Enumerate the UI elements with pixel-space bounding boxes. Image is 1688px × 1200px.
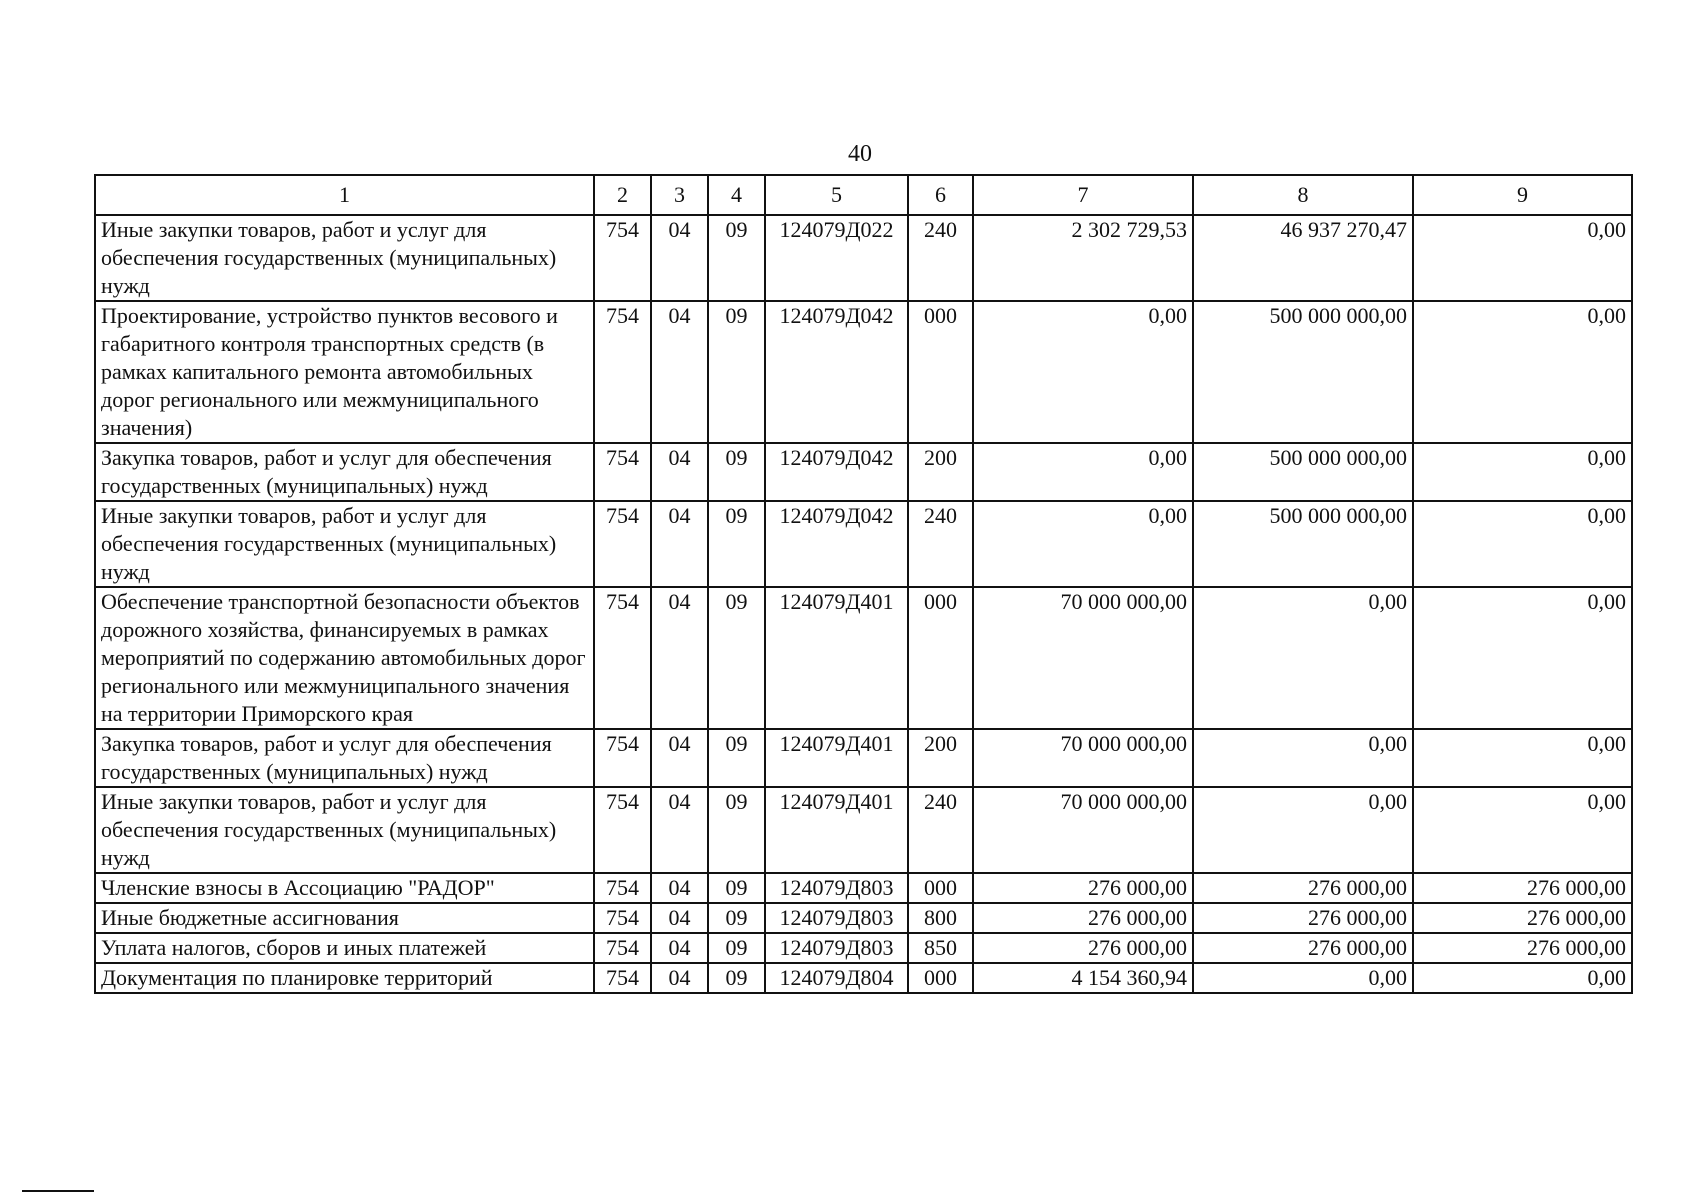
cell-col2: 754	[594, 215, 651, 301]
cell-col2: 754	[594, 501, 651, 587]
cell-col9: 276 000,00	[1413, 933, 1632, 963]
cell-col9: 0,00	[1413, 501, 1632, 587]
cell-col8: 500 000 000,00	[1193, 301, 1413, 443]
table-row	[95, 787, 1632, 873]
cell-col8: 0,00	[1193, 787, 1413, 873]
table-row	[95, 873, 1632, 903]
cell-col9: 0,00	[1413, 729, 1632, 787]
header-row	[95, 175, 1632, 215]
cell-col9: 276 000,00	[1413, 903, 1632, 933]
cell-col5: 124079Д804	[765, 963, 908, 993]
table-row	[95, 501, 1632, 587]
cell-col7: 0,00	[973, 443, 1193, 501]
cell-col6: 240	[908, 787, 973, 873]
cell-col7: 2 302 729,53	[973, 215, 1193, 301]
cell-col7: 0,00	[973, 501, 1193, 587]
cell-col2: 754	[594, 301, 651, 443]
cell-col8: 276 000,00	[1193, 903, 1413, 933]
cell-col9: 0,00	[1413, 787, 1632, 873]
row-name: Документация по планировке территорий	[95, 963, 594, 993]
table-row	[95, 301, 1632, 443]
cell-col2: 754	[594, 729, 651, 787]
cell-col3: 04	[651, 963, 708, 993]
cell-col3: 04	[651, 903, 708, 933]
footnote-rule	[22, 1190, 94, 1192]
cell-col7: 276 000,00	[973, 903, 1193, 933]
cell-col6: 000	[908, 873, 973, 903]
cell-col5: 124079Д042	[765, 501, 908, 587]
cell-col5: 124079Д401	[765, 729, 908, 787]
row-name: Иные бюджетные ассигнования	[95, 903, 594, 933]
column-header: 3	[651, 175, 708, 215]
cell-col7: 276 000,00	[973, 933, 1193, 963]
cell-col8: 276 000,00	[1193, 873, 1413, 903]
cell-col4: 09	[708, 873, 765, 903]
cell-col5: 124079Д803	[765, 873, 908, 903]
table-row	[95, 933, 1632, 963]
cell-col7: 0,00	[973, 301, 1193, 443]
column-header: 8	[1193, 175, 1413, 215]
cell-col4: 09	[708, 301, 765, 443]
cell-col3: 04	[651, 873, 708, 903]
cell-col4: 09	[708, 215, 765, 301]
cell-col3: 04	[651, 301, 708, 443]
table-row	[95, 215, 1632, 301]
cell-col9: 0,00	[1413, 215, 1632, 301]
cell-col3: 04	[651, 501, 708, 587]
page-number: 40	[848, 141, 872, 167]
row-name: Членские взносы в Ассоциацию "РАДОР"	[95, 873, 594, 903]
cell-col6: 000	[908, 963, 973, 993]
cell-col6: 240	[908, 501, 973, 587]
column-header: 4	[708, 175, 765, 215]
cell-col9: 0,00	[1413, 587, 1632, 729]
cell-col2: 754	[594, 873, 651, 903]
cell-col3: 04	[651, 443, 708, 501]
cell-col2: 754	[594, 963, 651, 993]
cell-col2: 754	[594, 903, 651, 933]
cell-col7: 70 000 000,00	[973, 587, 1193, 729]
cell-col6: 240	[908, 215, 973, 301]
column-header: 1	[95, 175, 594, 215]
cell-col4: 09	[708, 587, 765, 729]
row-name: Обеспечение транспортной безопасности объектов дорожного хозяйства, финансируемых в рамках мероприятий по содержанию автомобильных дорог регионального или межмуниципального значения на территории Приморского края	[95, 587, 594, 729]
cell-col4: 09	[708, 729, 765, 787]
row-name: Уплата налогов, сборов и иных платежей	[95, 933, 594, 963]
cell-col6: 850	[908, 933, 973, 963]
column-header: 2	[594, 175, 651, 215]
cell-col8: 0,00	[1193, 729, 1413, 787]
cell-col6: 200	[908, 729, 973, 787]
cell-col6: 000	[908, 301, 973, 443]
cell-col2: 754	[594, 443, 651, 501]
row-name: Иные закупки товаров, работ и услуг для обеспечения государственных (муниципальных) нужд	[95, 787, 594, 873]
budget-table	[94, 174, 1633, 994]
cell-col9: 0,00	[1413, 443, 1632, 501]
cell-col5: 124079Д401	[765, 587, 908, 729]
cell-col6: 000	[908, 587, 973, 729]
column-header: 5	[765, 175, 908, 215]
cell-col5: 124079Д042	[765, 301, 908, 443]
cell-col7: 70 000 000,00	[973, 787, 1193, 873]
table-row	[95, 443, 1632, 501]
cell-col9: 0,00	[1413, 301, 1632, 443]
cell-col3: 04	[651, 215, 708, 301]
cell-col4: 09	[708, 903, 765, 933]
cell-col3: 04	[651, 787, 708, 873]
cell-col3: 04	[651, 729, 708, 787]
cell-col9: 276 000,00	[1413, 873, 1632, 903]
table-row	[95, 963, 1632, 993]
table-row	[95, 587, 1632, 729]
cell-col6: 800	[908, 903, 973, 933]
column-header: 9	[1413, 175, 1632, 215]
row-name: Иные закупки товаров, работ и услуг для обеспечения государственных (муниципальных) нужд	[95, 501, 594, 587]
cell-col2: 754	[594, 933, 651, 963]
cell-col8: 46 937 270,47	[1193, 215, 1413, 301]
cell-col4: 09	[708, 933, 765, 963]
column-header: 7	[973, 175, 1193, 215]
cell-col3: 04	[651, 587, 708, 729]
cell-col7: 70 000 000,00	[973, 729, 1193, 787]
cell-col4: 09	[708, 787, 765, 873]
row-name: Иные закупки товаров, работ и услуг для обеспечения государственных (муниципальных) нужд	[95, 215, 594, 301]
column-header: 6	[908, 175, 973, 215]
cell-col7: 4 154 360,94	[973, 963, 1193, 993]
row-name: Закупка товаров, работ и услуг для обеспечения государственных (муниципальных) нужд	[95, 729, 594, 787]
cell-col8: 0,00	[1193, 963, 1413, 993]
cell-col4: 09	[708, 963, 765, 993]
cell-col5: 124079Д022	[765, 215, 908, 301]
table-row	[95, 729, 1632, 787]
cell-col4: 09	[708, 501, 765, 587]
cell-col5: 124079Д401	[765, 787, 908, 873]
cell-col3: 04	[651, 933, 708, 963]
table-row	[95, 903, 1632, 933]
cell-col6: 200	[908, 443, 973, 501]
cell-col4: 09	[708, 443, 765, 501]
cell-col2: 754	[594, 787, 651, 873]
cell-col8: 500 000 000,00	[1193, 501, 1413, 587]
cell-col8: 0,00	[1193, 587, 1413, 729]
row-name: Закупка товаров, работ и услуг для обеспечения государственных (муниципальных) нужд	[95, 443, 594, 501]
cell-col8: 500 000 000,00	[1193, 443, 1413, 501]
cell-col5: 124079Д803	[765, 903, 908, 933]
cell-col9: 0,00	[1413, 963, 1632, 993]
cell-col7: 276 000,00	[973, 873, 1193, 903]
cell-col5: 124079Д042	[765, 443, 908, 501]
cell-col2: 754	[594, 587, 651, 729]
cell-col5: 124079Д803	[765, 933, 908, 963]
cell-col8: 276 000,00	[1193, 933, 1413, 963]
row-name: Проектирование, устройство пунктов весового и габаритного контроля транспортных средств (в рамках капитального ремонта автомобильных дорог регионального или межмуниципального значения)	[95, 301, 594, 443]
